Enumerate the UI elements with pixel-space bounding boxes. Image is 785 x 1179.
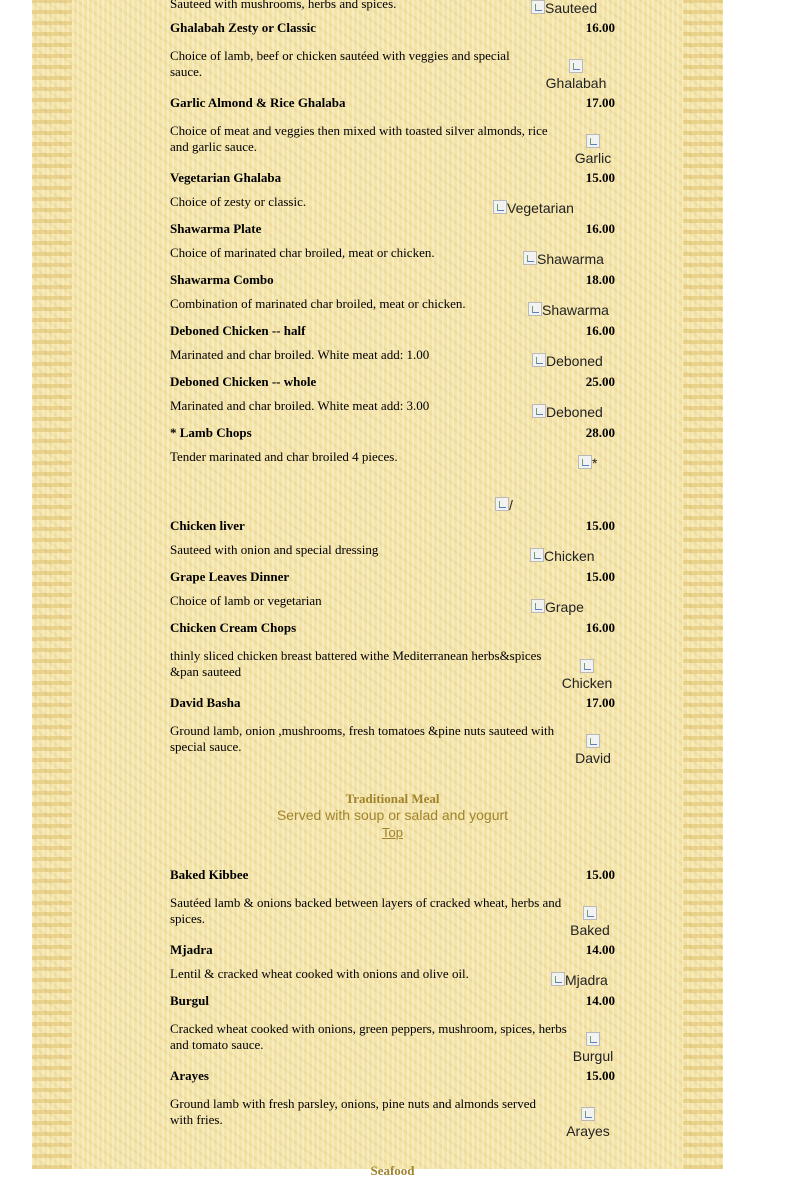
item-name: Shawarma Combo [170, 272, 274, 287]
item-name: Deboned Chicken -- whole [170, 374, 317, 389]
item-description: Tender marinated and char broiled 4 pieces. [170, 449, 398, 464]
item-image: Chicken [530, 548, 595, 564]
broken-image-icon [586, 134, 600, 148]
item-name: * Lamb Chops [170, 425, 252, 440]
item-description: Choice of lamb or vegetarian [170, 593, 322, 608]
item-image: Grape [531, 599, 584, 615]
item-image: Baked [566, 906, 614, 938]
broken-image-icon [493, 200, 507, 214]
item-price: 15.00 [585, 569, 615, 584]
item-image: Arayes [563, 1107, 613, 1139]
item-name: Deboned Chicken -- half [170, 323, 306, 338]
item-description: Choice of marinated char broiled, meat or chicken. [170, 245, 435, 260]
item-description: Choice of meat and veggies then mixed with toasted silver almonds, rice and garlic sauce. [170, 123, 548, 154]
item-description: Marinated and char broiled. White meat add: 1.00 [170, 347, 430, 362]
item-price: 18.00 [585, 272, 615, 287]
section-header [170, 791, 615, 842]
left-border-pattern [32, 0, 72, 1169]
item-price: 16.00 [585, 20, 615, 35]
item-price: 15.00 [585, 518, 615, 533]
item-price: 25.00 [585, 374, 615, 389]
item-image: Deboned [532, 404, 603, 420]
item-description: Sauteed with onion and special dressing [170, 542, 379, 557]
item-price: 14.00 [585, 993, 615, 1008]
menu-content [170, 0, 615, 1178]
item-image: * [578, 455, 597, 471]
top-link[interactable]: Top [382, 825, 403, 840]
broken-image-icon [569, 59, 583, 73]
section-title: Seafood [370, 1163, 415, 1178]
item-price: 16.00 [585, 221, 615, 236]
item-name: Burgul [170, 993, 210, 1008]
item-image: Mjadra [551, 972, 608, 988]
broken-image-icon [586, 734, 600, 748]
broken-image-icon [551, 972, 565, 986]
item-price: 17.00 [585, 695, 615, 710]
item-name: Mjadra [170, 942, 213, 957]
right-border-pattern [683, 0, 723, 1169]
broken-image-icon [580, 659, 594, 673]
item-name: Ghalabah Zesty or Classic [170, 20, 317, 35]
item-image: David [573, 734, 613, 766]
separator-image: / [495, 497, 513, 513]
item-image: Sauteed [531, 0, 597, 16]
item-image: Ghalabah [544, 59, 608, 91]
item-description: Marinated and char broiled. White meat add: 3.00 [170, 398, 430, 413]
item-price: 15.00 [585, 170, 615, 185]
item-description: Lentil & cracked wheat cooked with onions and olive oil. [170, 966, 469, 981]
item-name: Chicken liver [170, 518, 245, 533]
item-image: Garlic [573, 134, 613, 166]
item-name: Vegetarian Ghalaba [170, 170, 282, 185]
item-image: Burgul [571, 1032, 615, 1064]
broken-image-icon [532, 353, 546, 367]
broken-image-icon [532, 404, 546, 418]
item-description: Choice of zesty or classic. [170, 194, 307, 209]
item-description: Sautéed lamb & onions backed between layers of cracked wheat, herbs and spices. [170, 895, 562, 926]
item-description: Combination of marinated char broiled, meat or chicken. [170, 296, 466, 311]
broken-image-icon [583, 906, 597, 920]
broken-image-icon [586, 1032, 600, 1046]
broken-image-icon [531, 0, 545, 14]
item-price: 16.00 [585, 323, 615, 338]
section-header [170, 1163, 615, 1179]
broken-image-icon [530, 548, 544, 562]
item-description: Ground lamb, onion ,mushrooms, fresh tomatoes &pine nuts sauteed with special sauce. [170, 723, 555, 754]
item-name: Baked Kibbee [170, 867, 249, 882]
item-description: Ground lamb with fresh parsley, onions, pine nuts and almonds served with fries. [170, 1096, 536, 1127]
item-description: thinly sliced chicken breast battered withe Mediterranean herbs&spices &pan sauteed [170, 648, 542, 679]
item-name: Shawarma Plate [170, 221, 262, 236]
broken-image-icon [578, 455, 592, 469]
broken-image-icon [495, 497, 509, 511]
item-name: Arayes [170, 1068, 209, 1083]
item-price: 15.00 [585, 867, 615, 882]
broken-image-icon [581, 1107, 595, 1121]
item-price: 17.00 [585, 95, 615, 110]
item-price: 14.00 [585, 942, 615, 957]
item-description: Sauteed with mushrooms, herbs and spices. [170, 0, 397, 11]
item-name: David Basha [170, 695, 241, 710]
section-title: Traditional Meal [345, 791, 440, 806]
item-image: Chicken [560, 659, 614, 691]
item-name: Chicken Cream Chops [170, 620, 297, 635]
item-name: Grape Leaves Dinner [170, 569, 290, 584]
item-image: Vegetarian [493, 200, 574, 216]
item-description: Choice of lamb, beef or chicken sautéed with veggies and special sauce. [170, 48, 510, 79]
section-subtitle: Served with soup or salad and yogurt [276, 807, 509, 823]
item-name: Garlic Almond & Rice Ghalaba [170, 95, 346, 110]
broken-image-icon [531, 599, 545, 613]
item-image: Deboned [532, 353, 603, 369]
item-price: 28.00 [585, 425, 615, 440]
item-description: Cracked wheat cooked with onions, green peppers, mushroom, spices, herbs and tomato sauce. [170, 1021, 567, 1052]
item-price: 15.00 [585, 1068, 615, 1083]
item-image: Shawarma [523, 251, 604, 267]
broken-image-icon [528, 302, 542, 316]
item-price: 16.00 [585, 620, 615, 635]
broken-image-icon [523, 251, 537, 265]
item-image: Shawarma [528, 302, 609, 318]
